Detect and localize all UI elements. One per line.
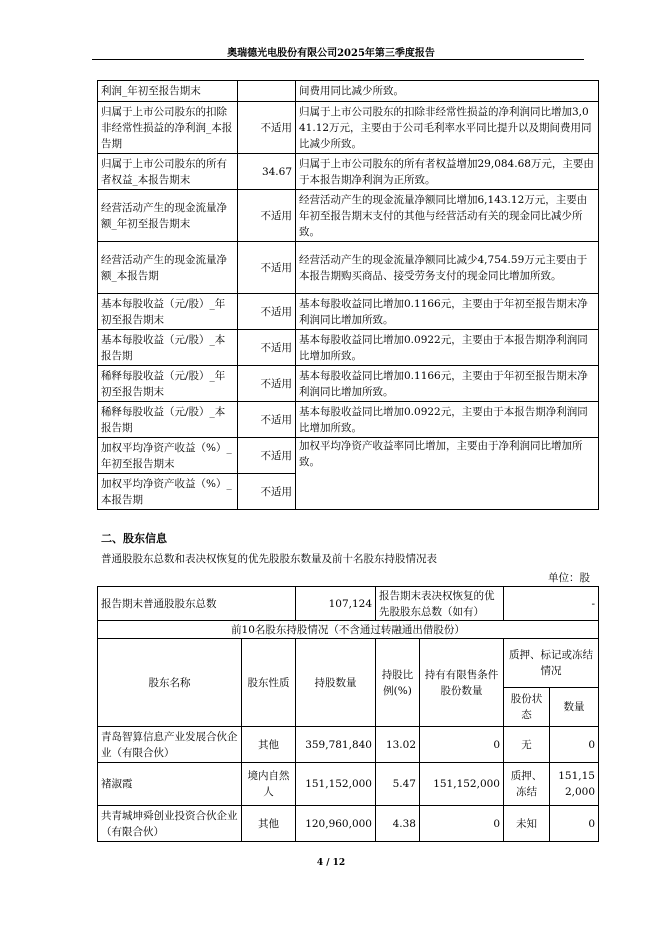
value-cell: 不适用	[238, 402, 296, 438]
table-row	[98, 621, 599, 639]
preferred-shareholders-label: 报告期末表决权恢复的优先股股东总数（如有）	[376, 587, 504, 621]
header-shares: 持股数量	[296, 639, 376, 727]
shareholder-qty: 0	[550, 727, 599, 763]
table-row	[98, 330, 599, 366]
preferred-shareholders-value: -	[504, 587, 599, 621]
shareholder-name: 青岛智算信息产业发展合伙企业（有限合伙）	[98, 727, 242, 763]
table-row	[98, 727, 599, 763]
shareholder-restricted: 0	[420, 806, 504, 842]
reason-cell: 间费用同比减少所致。	[296, 81, 599, 102]
shareholder-ratio: 5.47	[376, 763, 420, 806]
reason-cell: 归属于上市公司股东的扣除非经常性损益的净利润同比增加3,041.12万元，主要由于公司毛利率水平同比提升以及期间费用同比减少所致。	[296, 102, 599, 154]
shareholder-qty: 0	[550, 806, 599, 842]
header-pledge: 质押、标记或冻结情况	[504, 639, 599, 688]
unit-label: 单位：股	[548, 572, 590, 584]
top10-title: 前10名股东持股情况（不含通过转融通出借股份）	[98, 621, 599, 639]
item-cell: 归属于上市公司股东的扣除非经常性损益的净利润_本报告期	[98, 102, 238, 154]
total-shareholders-value: 107,124	[296, 587, 376, 621]
header-ratio: 持股比例(%)	[376, 639, 420, 727]
reason-cell: 经营活动产生的现金流量净额同比减少4,754.59万元主要由于本报告期购买商品、接受劳务支付的现金同比增加所致。	[296, 242, 599, 294]
shareholder-ratio: 4.38	[376, 806, 420, 842]
shareholder-status: 无	[504, 727, 550, 763]
value-cell: 不适用	[238, 330, 296, 366]
table-row	[98, 81, 599, 102]
shareholder-restricted: 0	[420, 727, 504, 763]
value-cell: 不适用	[238, 102, 296, 154]
item-cell: 利润_年初至报告期末	[98, 81, 238, 102]
value-cell: 不适用	[238, 294, 296, 330]
shareholder-ratio: 13.02	[376, 727, 420, 763]
shareholder-qty: 151,152,000	[550, 763, 599, 806]
table-row	[98, 587, 599, 621]
shareholder-shares: 120,960,000	[296, 806, 376, 842]
table-row	[98, 366, 599, 402]
reason-cell: 基本每股收益同比增加0.1166元，主要由于年初至报告期末净利润同比增加所致。	[296, 294, 599, 330]
reason-cell: 基本每股收益同比增加0.1166元，主要由于年初至报告期末净利润同比增加所致。	[296, 366, 599, 402]
item-cell: 经营活动产生的现金流量净额_年初至报告期末	[98, 190, 238, 242]
value-cell: 不适用	[238, 242, 296, 294]
value-cell: 34.67	[238, 154, 296, 190]
value-cell: 不适用	[238, 474, 296, 510]
item-cell: 基本每股收益（元/股）_年初至报告期末	[98, 294, 238, 330]
item-cell: 经营活动产生的现金流量净额_本报告期	[98, 242, 238, 294]
page-number: 4 / 12	[316, 858, 346, 868]
reason-cell: 基本每股收益同比增加0.0922元，主要由于本报告期净利润同比增加所致。	[296, 330, 599, 366]
shareholder-restricted: 151,152,000	[420, 763, 504, 806]
table-row	[98, 154, 599, 190]
header-qty: 数量	[550, 688, 599, 727]
shareholder-name: 共青城坤舜创业投资合伙企业（有限合伙）	[98, 806, 242, 842]
value-cell: 不适用	[238, 438, 296, 474]
shareholder-table	[97, 586, 599, 842]
section-title: 二、股东信息	[101, 532, 167, 545]
item-cell: 归属于上市公司股东的所有者权益_本报告期末	[98, 154, 238, 190]
shareholder-shares: 151,152,000	[296, 763, 376, 806]
value-cell	[238, 81, 296, 102]
item-cell: 稀释每股收益（元/股）_本报告期	[98, 402, 238, 438]
shareholder-shares: 359,781,840	[296, 727, 376, 763]
shareholder-nature: 境内自然人	[242, 763, 296, 806]
indicator-change-table	[97, 80, 599, 510]
item-cell: 稀释每股收益（元/股）_年初至报告期末	[98, 366, 238, 402]
reason-cell: 加权平均净资产收益率同比增加，主要由于净利润同比增加所致。	[296, 438, 599, 510]
header-restricted: 持有有限售条件股份数量	[420, 639, 504, 727]
header-nature: 股东性质	[242, 639, 296, 727]
table-row	[98, 438, 599, 474]
total-shareholders-label: 报告期末普通股股东总数	[98, 587, 296, 621]
value-cell: 不适用	[238, 190, 296, 242]
reason-cell: 经营活动产生的现金流量净额同比增加6,143.12万元，主要由年初至报告期末支付的其他与经营活动有关的现金同比减少所致。	[296, 190, 599, 242]
reason-cell: 归属于上市公司股东的所有者权益增加29,084.68万元，主要由于本报告期净利润为正所致。	[296, 154, 599, 190]
table-row	[98, 294, 599, 330]
report-header-title: 奥瑞德光电股份有限公司2025年第三季度报告	[227, 48, 435, 59]
table-row	[98, 806, 599, 842]
value-cell: 不适用	[238, 366, 296, 402]
section-description: 普通股股东总数和表决权恢复的优先股股东数量及前十名股东持股情况表	[101, 553, 437, 565]
header-name: 股东名称	[98, 639, 242, 727]
reason-cell: 基本每股收益同比增加0.0922元，主要由于本报告期净利润同比增加所致。	[296, 402, 599, 438]
header-status: 股份状态	[504, 688, 550, 727]
shareholder-status: 质押、冻结	[504, 763, 550, 806]
shareholder-nature: 其他	[242, 727, 296, 763]
item-cell: 加权平均净资产收益（%）_年初至报告期末	[98, 438, 238, 474]
shareholder-name: 褚淑霞	[98, 763, 242, 806]
table-row	[98, 242, 599, 294]
shareholder-nature: 其他	[242, 806, 296, 842]
item-cell: 加权平均净资产收益（%）_本报告期	[98, 474, 238, 510]
table-row	[98, 402, 599, 438]
table-row	[98, 763, 599, 806]
table-header-row	[98, 639, 599, 688]
header-divider	[92, 59, 584, 60]
shareholder-status: 未知	[504, 806, 550, 842]
item-cell: 基本每股收益（元/股）_本报告期	[98, 330, 238, 366]
table-row	[98, 102, 599, 154]
table-row	[98, 190, 599, 242]
